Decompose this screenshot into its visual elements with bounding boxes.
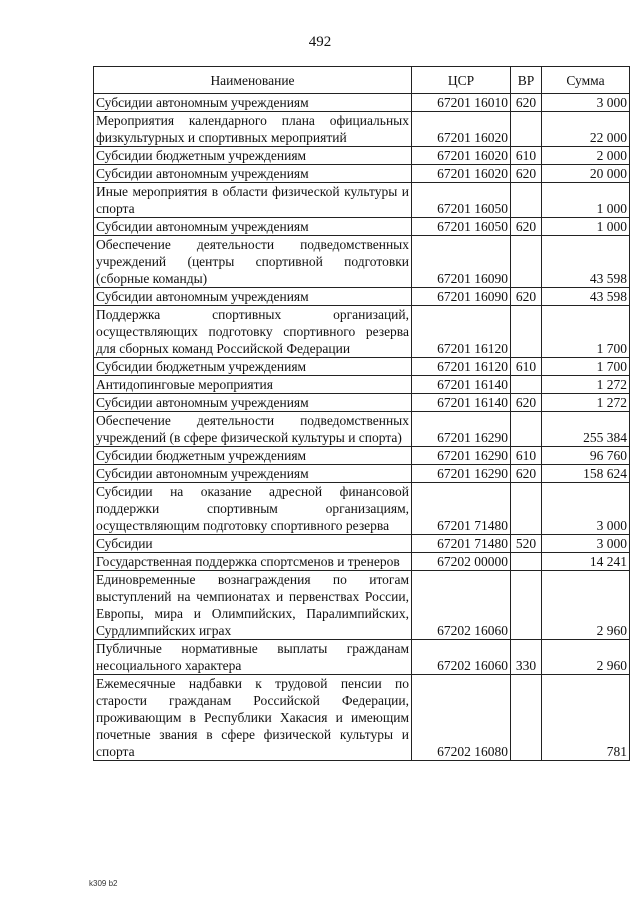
cell-sum: 1 272 — [542, 394, 630, 412]
cell-vr: 620 — [511, 94, 542, 112]
cell-name: Мероприятия календарного плана официальных физкультурных и спортивных мероприятий — [94, 112, 412, 147]
cell-csr: 67201 16290 — [412, 465, 511, 483]
cell-sum: 43 598 — [542, 288, 630, 306]
table-row — [94, 412, 630, 447]
cell-csr: 67201 16290 — [412, 412, 511, 447]
cell-sum: 3 000 — [542, 535, 630, 553]
cell-sum: 255 384 — [542, 412, 630, 447]
table-row — [94, 394, 630, 412]
table-row — [94, 94, 630, 112]
cell-vr: 620 — [511, 165, 542, 183]
cell-sum: 96 760 — [542, 447, 630, 465]
table-row — [94, 376, 630, 394]
cell-vr: 620 — [511, 394, 542, 412]
cell-csr: 67201 16050 — [412, 218, 511, 236]
cell-sum: 1 000 — [542, 218, 630, 236]
cell-csr: 67202 00000 — [412, 553, 511, 571]
cell-name: Антидопинговые мероприятия — [94, 376, 412, 394]
cell-vr: 610 — [511, 147, 542, 165]
cell-sum: 781 — [542, 675, 630, 761]
cell-csr: 67201 16140 — [412, 376, 511, 394]
cell-csr: 67201 16010 — [412, 94, 511, 112]
cell-sum: 2 000 — [542, 147, 630, 165]
table-row — [94, 447, 630, 465]
cell-sum: 2 960 — [542, 571, 630, 640]
cell-sum: 1 000 — [542, 183, 630, 218]
cell-sum: 1 700 — [542, 306, 630, 358]
cell-csr: 67201 71480 — [412, 535, 511, 553]
table-row — [94, 165, 630, 183]
cell-csr: 67202 16060 — [412, 640, 511, 675]
cell-vr — [511, 412, 542, 447]
cell-vr — [511, 571, 542, 640]
cell-name: Субсидии бюджетным учреждениям — [94, 147, 412, 165]
table-row — [94, 553, 630, 571]
cell-name: Субсидии бюджетным учреждениям — [94, 358, 412, 376]
cell-vr — [511, 553, 542, 571]
cell-vr — [511, 183, 542, 218]
footer-code: k309 b2 — [89, 879, 118, 888]
column-header-name: Наименование — [94, 67, 412, 94]
table-row — [94, 112, 630, 147]
table-row — [94, 640, 630, 675]
cell-csr: 67201 16120 — [412, 306, 511, 358]
cell-name: Субсидии автономным учреждениям — [94, 394, 412, 412]
table-row — [94, 288, 630, 306]
cell-vr: 610 — [511, 447, 542, 465]
cell-vr: 620 — [511, 288, 542, 306]
cell-sum: 14 241 — [542, 553, 630, 571]
cell-vr — [511, 306, 542, 358]
cell-csr: 67201 16120 — [412, 358, 511, 376]
cell-csr: 67201 71480 — [412, 483, 511, 535]
cell-csr: 67201 16090 — [412, 236, 511, 288]
cell-vr — [511, 483, 542, 535]
cell-sum: 22 000 — [542, 112, 630, 147]
cell-vr: 610 — [511, 358, 542, 376]
cell-vr — [511, 675, 542, 761]
table-row — [94, 675, 630, 761]
cell-csr: 67201 16090 — [412, 288, 511, 306]
cell-vr: 520 — [511, 535, 542, 553]
cell-sum: 1 272 — [542, 376, 630, 394]
table-header-row — [94, 67, 630, 94]
cell-sum: 3 000 — [542, 94, 630, 112]
table-row — [94, 465, 630, 483]
page-number: 492 — [308, 34, 332, 50]
cell-vr — [511, 236, 542, 288]
cell-sum: 3 000 — [542, 483, 630, 535]
cell-name: Субсидии автономным учреждениям — [94, 165, 412, 183]
column-header-vr: ВР — [511, 67, 542, 94]
column-header-csr: ЦСР — [412, 67, 511, 94]
table-row — [94, 535, 630, 553]
table-row — [94, 571, 630, 640]
cell-sum: 158 624 — [542, 465, 630, 483]
table-row — [94, 218, 630, 236]
cell-vr — [511, 112, 542, 147]
cell-name: Субсидии на оказание адресной финансовой поддержки спортивным организациям, осуществляющим подготовку спортивного резерва — [94, 483, 412, 535]
cell-csr: 67201 16290 — [412, 447, 511, 465]
cell-csr: 67201 16020 — [412, 147, 511, 165]
cell-name: Единовременные вознаграждения по итогам выступлений на чемпионатах и первенствах России, Европы, мира и Олимпийских, Паралимпийских, Сурдлимпийских играх — [94, 571, 412, 640]
table-body — [94, 94, 630, 761]
cell-name: Субсидии автономным учреждениям — [94, 465, 412, 483]
cell-name: Государственная поддержка спортсменов и тренеров — [94, 553, 412, 571]
table-row — [94, 183, 630, 218]
cell-name: Обеспечение деятельности подведомственных учреждений (центры спортивной подготовки (сборные команды) — [94, 236, 412, 288]
cell-csr: 67202 16060 — [412, 571, 511, 640]
cell-vr: 620 — [511, 218, 542, 236]
cell-csr: 67201 16020 — [412, 165, 511, 183]
table-row — [94, 236, 630, 288]
cell-name: Ежемесячные надбавки к трудовой пенсии по старости гражданам Российской Федерации, проживающим в Республики Хакасия и имеющим почетные звания в сфере физической культуры и спорта — [94, 675, 412, 761]
cell-name: Поддержка спортивных организаций, осуществляющих подготовку спортивного резерва для сборных команд Российской Федерации — [94, 306, 412, 358]
table-row — [94, 306, 630, 358]
cell-name: Субсидии автономным учреждениям — [94, 288, 412, 306]
cell-name: Иные мероприятия в области физической культуры и спорта — [94, 183, 412, 218]
cell-sum: 1 700 — [542, 358, 630, 376]
cell-vr: 330 — [511, 640, 542, 675]
cell-csr: 67202 16080 — [412, 675, 511, 761]
cell-name: Субсидии автономным учреждениям — [94, 94, 412, 112]
cell-sum: 20 000 — [542, 165, 630, 183]
column-header-sum: Сумма — [542, 67, 630, 94]
cell-name: Субсидии бюджетным учреждениям — [94, 447, 412, 465]
cell-name: Субсидии автономным учреждениям — [94, 218, 412, 236]
table-row — [94, 358, 630, 376]
cell-csr: 67201 16020 — [412, 112, 511, 147]
cell-name: Обеспечение деятельности подведомственных учреждений (в сфере физической культуры и спорта) — [94, 412, 412, 447]
budget-table — [93, 66, 630, 761]
table-row — [94, 147, 630, 165]
cell-vr: 620 — [511, 465, 542, 483]
cell-csr: 67201 16140 — [412, 394, 511, 412]
cell-vr — [511, 376, 542, 394]
cell-csr: 67201 16050 — [412, 183, 511, 218]
table-row — [94, 483, 630, 535]
cell-name: Субсидии — [94, 535, 412, 553]
cell-name: Публичные нормативные выплаты гражданам несоциального характера — [94, 640, 412, 675]
cell-sum: 43 598 — [542, 236, 630, 288]
cell-sum: 2 960 — [542, 640, 630, 675]
